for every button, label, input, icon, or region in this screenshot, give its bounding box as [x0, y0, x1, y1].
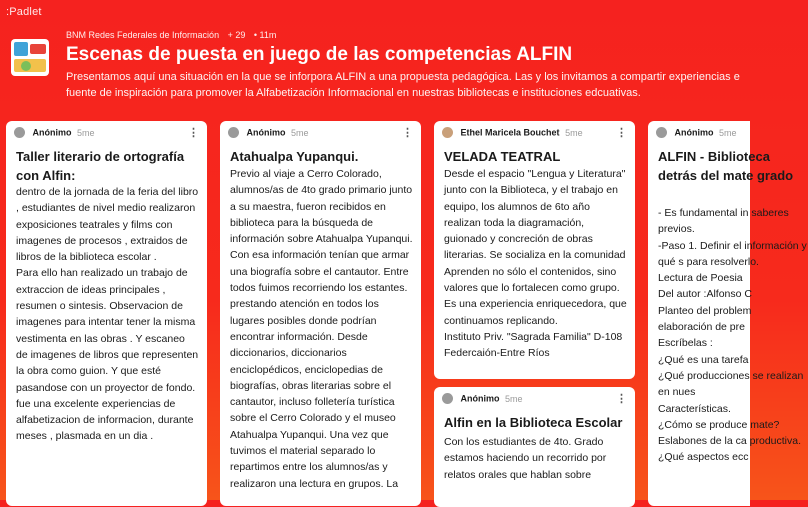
post-body: dentro de la jornada de la feria del libro , estudiantes de nivel medio realizaron exposiciones teatrales y films con imagenes de procesos , extraidos de libros de la biblioteca escolar . Para ello han realizado un trabajo de extraccion de ideas principales , resumen o sintesis. Observacion de imagenes para intentar tener la misma vestimenta en las obras . Y escaneo de imagenes de libros que representen la obra como guion. Y que esté pasandose con un proyector de fondo. fue una excelente experiencias de alfabetizacion de informacion, durante meses , plasmada en un dia . — [16, 186, 199, 443]
board-meta — [66, 30, 282, 40]
post-author: Anónimo — [32, 127, 72, 138]
post-body: Desde el espacio "Lengua y Literatura" junto con la Biblioteca, y el trabajo en equipo, los alumnos de 6to año realizan toda la diagramación, guionado y concreción de obras literarias. Se socializa en la comunidad Aprenden no sólo el contenidos, sino valores que lo fortalecen como grupo. Es una experiencia enriquecedora, que continuamos replicando. Instituto Priv. "Sagrada Familia" D-108 Federcaión-Entre Ríos — [444, 168, 627, 360]
post-time: 5me — [565, 127, 583, 138]
board-thumbnail — [11, 39, 49, 76]
board-title: Escenas de puesta en juego de las competencias ALFIN — [66, 44, 573, 65]
board-description: Presentamos aquí una situación en la que se inforpora ALFIN a una propuesta pedagógica. Las y los invitamos a compartir experiencias e fuente de inspiración para promover la Alfabetización Informacional en nuestras bibliotecas e instituciones edcuativas. — [66, 71, 740, 99]
avatar-icon — [228, 127, 239, 138]
more-options-icon[interactable]: ⋮ — [616, 127, 627, 139]
avatar-icon — [442, 127, 453, 138]
post-header — [656, 127, 750, 141]
more-options-icon[interactable]: ⋮ — [616, 393, 627, 405]
post-header — [14, 127, 199, 141]
padlet-logo[interactable]: :Padlet — [6, 6, 42, 18]
post-title: Taller literario de ortografía con Alfin: — [16, 149, 185, 183]
post-header — [442, 393, 627, 407]
post-card[interactable] — [6, 121, 207, 506]
post-header — [228, 127, 413, 141]
post-card[interactable] — [434, 387, 635, 507]
post-header — [442, 127, 627, 141]
post-title: ALFIN - Biblioteca detrás del mate grado — [658, 149, 794, 183]
avatar-icon — [14, 127, 25, 138]
post-title: Atahualpa Yupanqui. — [230, 149, 359, 164]
post-time: 5me — [719, 127, 737, 138]
post-card[interactable] — [434, 121, 635, 379]
post-time: 5me — [291, 127, 309, 138]
post-body: Previo al viaje a Cerro Colorado, alumnos/as de 4to grado primario junto a su maestra, fueron recibidos en biblioteca para la búsqueda de información sobre Atahualpa Yupanqui. Con esa información tenían que armar una biografía sobre el cantautor. Entre todos fuimos recorriendo los estantes. prestando atención en todos los lugares posibles donde podrían encontrar información. Desde diccionarios, diccionarios enciclopédicos, enciclopedias de biografías, obras literarias sobre el cantautor, incluso folletería turística sobre el Cerro Colorado y el museo Atahualpa Yupanqui. Una vez que tuvimos el material separado lo repartimos entre los alumnos/as y realizaron una lectura en grupos. La — [230, 168, 413, 490]
post-body: Con los estudiantes de 4to. Grado estamos haciendo un recorrido por relatos orales que hablan sobre — [444, 436, 607, 481]
more-options-icon[interactable]: ⋮ — [402, 127, 413, 139]
board-owner[interactable]: BNM Redes Federales de Información — [66, 30, 220, 40]
post-title: VELADA TEATRAL — [444, 149, 561, 164]
updated-time: • 11m — [253, 30, 277, 40]
post-author: Anónimo — [246, 127, 286, 138]
post-time: 5me — [505, 393, 523, 404]
avatar-icon — [656, 127, 667, 138]
post-author: Anónimo — [674, 127, 714, 138]
post-card[interactable] — [220, 121, 421, 506]
post-author: Ethel Maricela Bouchet — [460, 127, 560, 138]
post-card[interactable] — [648, 121, 807, 506]
post-author: Anónimo — [460, 393, 500, 404]
more-options-icon[interactable]: ⋮ — [188, 127, 199, 139]
post-time: 5me — [77, 127, 95, 138]
post-body: - Es fundamental in saberes previos. -Paso 1. Definir el información y qué s para resolverlo. Lectura de Poesia Del autor :Alfonso C Planteo del problem elaboración de pre Escríbelas : ¿Qué es una tarefa ¿Qué producciones se realizan en nues Características. ¿Cómo se produce mate? Eslabones de la ca productiva. ¿Qué aspectos ecc — [658, 207, 807, 464]
contributor-count: + 29 — [227, 30, 246, 40]
post-title: Alfin en la Biblioteca Escolar — [444, 415, 623, 430]
avatar-icon — [442, 393, 453, 404]
